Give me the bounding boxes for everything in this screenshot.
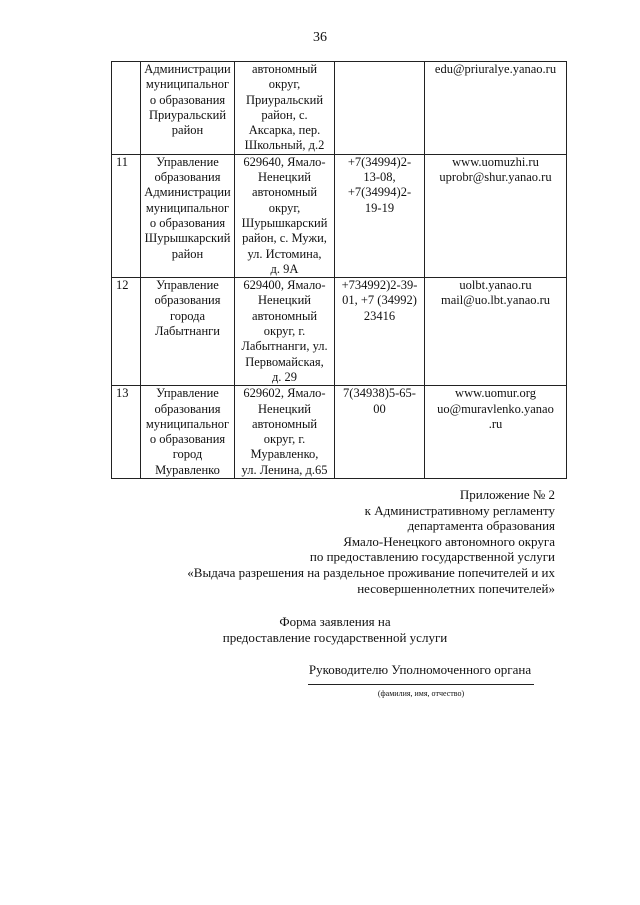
address-line: д. 9А	[270, 261, 299, 276]
table-row	[112, 154, 567, 277]
address-line: 629400, Ямало-	[243, 278, 326, 293]
phone-line: +7(34994)2-	[347, 185, 412, 200]
organization-line: Приуральский	[148, 107, 227, 122]
appendix-line: департамента образования	[407, 518, 555, 534]
organization-line: образования	[154, 401, 221, 416]
organization-line: Муравленко	[155, 462, 220, 477]
row-number-cell	[112, 62, 141, 155]
address-cell	[235, 62, 335, 155]
address-line: Ненецкий	[258, 170, 311, 185]
address-cell	[235, 386, 335, 479]
address-line: район, с.	[261, 107, 308, 122]
organization-line: города	[169, 308, 206, 323]
address-line: автономный	[251, 185, 318, 200]
contacts-table-body	[112, 62, 567, 479]
organization-line: Лабытнанги	[155, 324, 220, 339]
address-line: д. 29	[271, 369, 298, 384]
table-row	[112, 62, 567, 155]
address-line: Шурышкарский	[241, 215, 328, 230]
address-line: Первомайская,	[245, 354, 324, 369]
website-email-cell	[425, 62, 567, 155]
organization-cell	[141, 386, 235, 479]
organization-line: Управление	[156, 386, 219, 401]
row-number-cell: 11	[112, 154, 141, 277]
address-line: округ, г.	[263, 324, 306, 339]
organization-line: район	[171, 123, 204, 138]
row-number-cell: 12	[112, 278, 141, 386]
phone-line: +7(34994)2-	[347, 154, 412, 169]
phone-cell	[335, 386, 425, 479]
address-line: автономный	[251, 308, 318, 323]
organization-line: Управление	[156, 278, 219, 293]
website-email-cell	[425, 386, 567, 479]
organization-line: о образования	[149, 92, 226, 107]
phone-line: 13-08,	[363, 170, 396, 185]
website-email-line[interactable]: uo@muravlenko.yanao	[437, 401, 554, 416]
organization-line: Администрации	[144, 185, 231, 200]
appendix-line: Ямало-Ненецкого автономного округа	[343, 533, 555, 549]
address-line: округ,	[268, 77, 301, 92]
appendix-line: «Выдача разрешения на раздельное проживание попечителей и их	[187, 564, 555, 580]
address-line: ул. Истомина,	[247, 246, 322, 261]
address-line: 629602, Ямало-	[243, 386, 326, 401]
website-email-line[interactable]: mail@uo.lbt.yanao.ru	[440, 293, 551, 308]
page-number: 36	[313, 30, 327, 45]
row-number-cell: 13	[112, 386, 141, 479]
address-line: Школьный, д.2	[244, 138, 325, 153]
website-email-cell	[425, 154, 567, 277]
form-title	[215, 614, 455, 646]
website-email-line[interactable]: edu@priuralye.yanao.ru	[434, 62, 557, 76]
organization-line: район	[171, 246, 204, 261]
address-line: ул. Ленина, д.65	[241, 462, 328, 477]
appendix-header	[150, 487, 555, 596]
address-line: Приуральский	[245, 92, 324, 107]
address-line: район, с. Мужи,	[242, 231, 327, 246]
appendix-line: несовершеннолетних попечителей»	[357, 580, 555, 596]
form-title-line: Форма заявления на	[279, 614, 391, 629]
website-email-cell	[425, 278, 567, 386]
website-email-line[interactable]: .ru	[488, 416, 503, 431]
address-line: Аксарка, пер.	[248, 123, 321, 138]
website-email-line[interactable]: uolbt.yanao.ru	[459, 278, 532, 293]
phone-line: 00	[373, 401, 386, 416]
phone-line: 19-19	[364, 200, 395, 215]
organization-line: о образования	[149, 215, 226, 230]
address-line: автономный	[251, 62, 318, 76]
address-line: Ненецкий	[258, 401, 311, 416]
organization-line: муниципальног	[145, 200, 230, 215]
organization-line: Управление	[156, 154, 219, 169]
phone-line: 23416	[363, 308, 396, 323]
address-cell	[235, 278, 335, 386]
address-line: округ,	[268, 200, 301, 215]
website-email-line[interactable]: www.uomuzhi.ru	[452, 154, 539, 169]
contacts-table	[111, 61, 567, 479]
organization-line: образования	[154, 170, 221, 185]
phone-cell	[335, 62, 425, 155]
signature-underline	[308, 684, 534, 685]
phone-cell	[335, 154, 425, 277]
signature-caption: (фамилия, имя, отчество)	[377, 689, 465, 698]
website-email-line[interactable]: uprobr@shur.yanao.ru	[439, 170, 552, 185]
phone-line: 7(34938)5-65-	[343, 386, 416, 401]
organization-cell	[141, 278, 235, 386]
phone-line: 01, +7 (34992)	[342, 293, 417, 308]
address-line: 629640, Ямало-	[243, 154, 326, 169]
address-cell	[235, 154, 335, 277]
appendix-line: к Административному регламенту	[364, 502, 555, 518]
address-line: автономный	[251, 416, 318, 431]
organization-line: Шурышкарский	[144, 231, 231, 246]
appendix-line: по предоставлению государственной услуги	[309, 549, 555, 565]
form-title-line: предоставление государственной услуги	[222, 630, 448, 645]
address-line: Лабытнанги, ул.	[241, 339, 328, 354]
website-email-line[interactable]: www.uomur.org	[455, 386, 536, 401]
recipient-line: Руководителю Уполномоченного органа	[308, 662, 532, 677]
organization-cell	[141, 62, 235, 155]
organization-line: о образования	[149, 432, 226, 447]
table-row	[112, 278, 567, 386]
organization-line: образования	[154, 293, 221, 308]
organization-line: муниципальног	[145, 77, 230, 92]
address-line: Муравленко,	[250, 447, 319, 462]
phone-cell	[335, 278, 425, 386]
organization-line: Администрации	[144, 62, 231, 76]
organization-cell	[141, 154, 235, 277]
organization-line: город	[172, 447, 203, 462]
phone-line: +734992)2-39-	[341, 278, 418, 293]
table-row	[112, 386, 567, 479]
address-line: Ненецкий	[258, 293, 311, 308]
organization-line: муниципальног	[145, 416, 230, 431]
address-line: округ, г.	[263, 432, 306, 447]
appendix-line: Приложение № 2	[459, 487, 555, 502]
